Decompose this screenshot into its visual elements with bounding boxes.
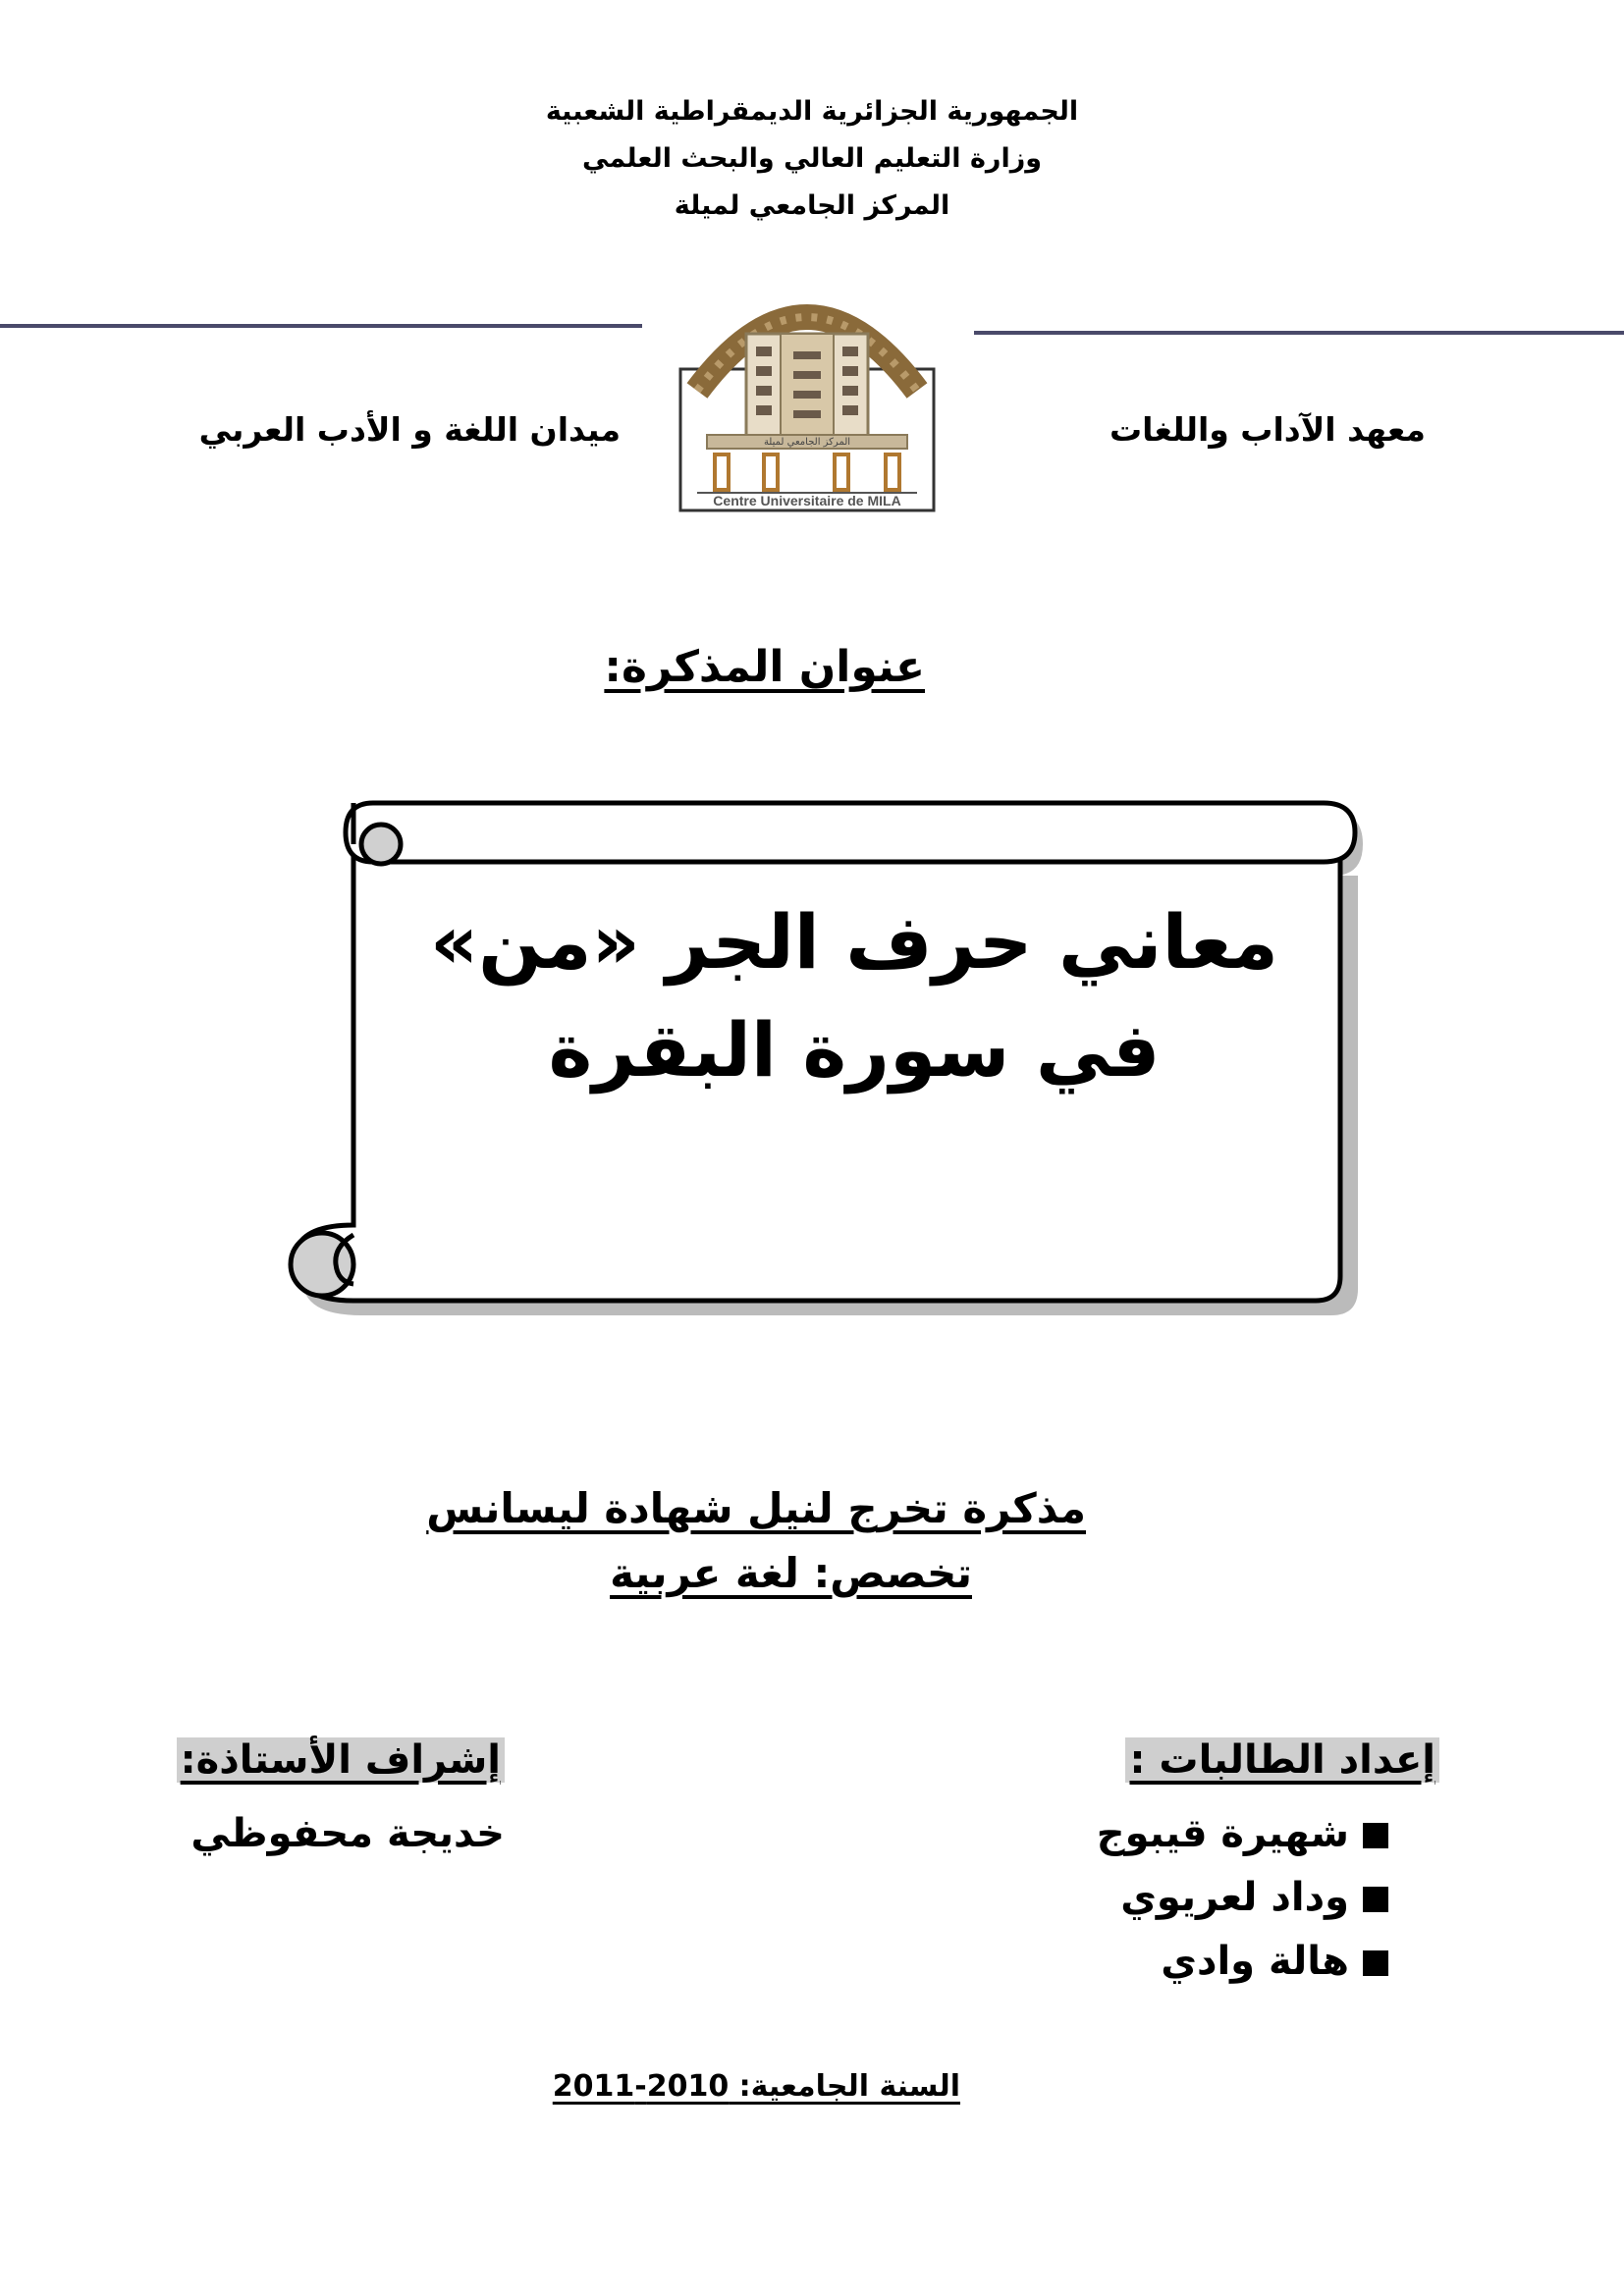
- left-rule: [0, 324, 642, 328]
- memo-title-line1: معاني حرف الجر «من»: [430, 898, 1278, 986]
- memo-title-label: عنوان المذكرة:: [604, 642, 925, 692]
- students-label: إعداد الطالبات :: [1125, 1737, 1439, 1783]
- bullet-icon: [1363, 1823, 1388, 1848]
- bullet-icon: [1363, 1887, 1388, 1912]
- memo-title-line2: في سورة البقرة: [548, 1006, 1161, 1094]
- header-republic: الجمهورية الجزائرية الديمقراطية الشعبية: [545, 96, 1079, 127]
- bullet-icon: [1363, 1950, 1388, 1976]
- degree-line: مذكرة تخرج لنيل شهادة ليسانس: [426, 1484, 1086, 1532]
- university-logo: [677, 273, 937, 514]
- specialty-line: تخصص: لغة عربية: [610, 1549, 972, 1597]
- student-name: وداد لعريوي: [1120, 1875, 1388, 1920]
- academic-year: السنة الجامعية: 2010-2011: [552, 2069, 960, 2104]
- supervisor-label: إشراف الأستاذة:: [177, 1737, 505, 1783]
- student-name: شهيرة قيبوج: [1097, 1811, 1388, 1856]
- field-label: ميدان اللغة و الأدب العربي: [198, 410, 621, 449]
- memo-title: [373, 888, 1335, 1104]
- header-center: المركز الجامعي لميلة: [674, 190, 950, 221]
- logo-arabic-caption: المركز الجامعي لميلة: [763, 437, 851, 448]
- right-rule: [974, 331, 1624, 335]
- supervisor-name: خديجة محفوظي: [190, 1811, 505, 1856]
- student-name: هالة وادي: [1161, 1939, 1388, 1984]
- institute-label: معهد الآداب واللغات: [1109, 410, 1426, 449]
- header-ministry: وزارة التعليم العالي والبحث العلمي: [581, 143, 1043, 174]
- logo-caption: Centre Universitaire de MILA: [713, 493, 901, 508]
